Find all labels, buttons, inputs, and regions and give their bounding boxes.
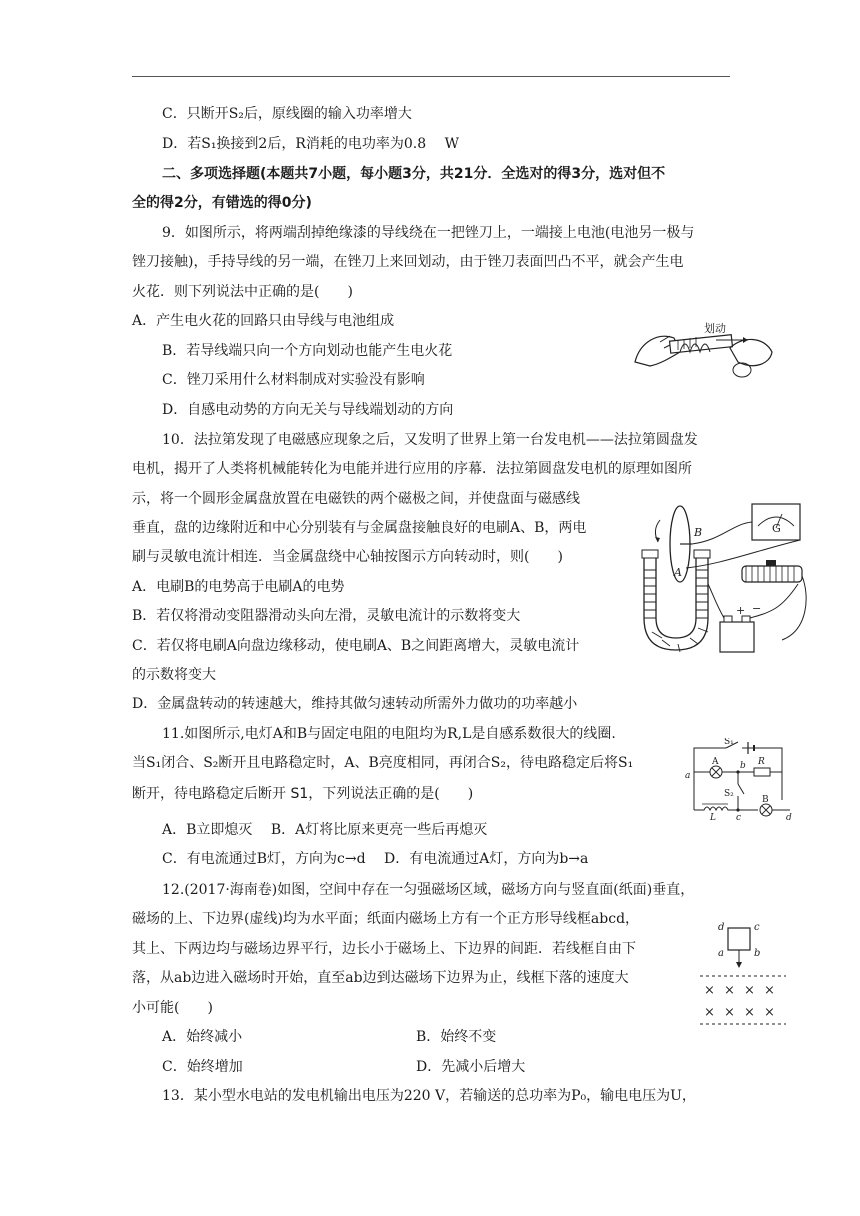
q9-figure-label: 划动 <box>704 322 726 335</box>
q12-cross: × <box>704 983 715 998</box>
q11-label-d: d <box>786 813 792 822</box>
q11-label-r: R <box>758 757 765 767</box>
q11-figure <box>684 738 796 822</box>
q9-stem: 火花．则下列说法中正确的是( ) <box>132 284 353 300</box>
q11-label-s1: S₁ <box>724 738 734 747</box>
q8-option-c: C．只断开S₂后，原线圈的输入功率增大 <box>162 106 412 122</box>
q11-label-lamp-a: A <box>712 757 719 767</box>
q10-option-a: A．电刷B的电势高于电刷A的电势 <box>132 579 345 595</box>
q11-label-l: L <box>710 813 716 822</box>
q11-label-a: a <box>685 771 691 781</box>
q10-label-plus: + <box>736 604 746 617</box>
q10-stem: 10．法拉第发现了电磁感应现象之后，又发明了世界上第一台发电机——法拉第圆盘发 <box>162 432 698 448</box>
q9-stem: 9．如图所示，将两端刮掉绝缘漆的导线绕在一把锉刀上，一端接上电池(电池另一极与 <box>162 225 695 241</box>
q12-option-b: B．始终不变 <box>416 1029 497 1045</box>
q12-label-a: a <box>718 948 724 959</box>
q11-stem <box>132 784 473 804</box>
q12-stem: 磁场的上、下边界(虚线)均为水平面；纸面内磁场上方有一个正方形导线框abcd， <box>132 911 640 927</box>
q11-options-ab: A．B立即熄灭 B．A灯将比原来更亮一些后再熄灭 <box>162 822 488 838</box>
q11-options-cd: C．有电流通过B灯，方向为c→d D．有电流通过A灯，方向为b→a <box>162 851 589 867</box>
q8-option-d: D．若S₁换接到2后，R消耗的电功率为0.8 W <box>162 136 459 152</box>
q11-label-b: b <box>740 761 746 771</box>
q12-cross: × <box>724 983 735 998</box>
q12-option-a: A．始终减小 <box>162 1029 243 1045</box>
q11-label-c: c <box>736 813 742 822</box>
q10-stem: 示，将一个圆形金属盘放置在电磁铁的两个磁极之间，并使盘面与磁感线 <box>132 491 580 507</box>
section-title-cont: 全的得2分，有错选的得0分) <box>132 195 312 211</box>
q11-stem-part: 断开， <box>132 786 174 802</box>
q12-stem: 小可能( ) <box>132 1000 213 1016</box>
q12-stem: 其上、下两边均与磁场边界平行，边长小于磁场上、下边界的间距．若线框自由下 <box>132 941 636 957</box>
q12-cross: × <box>764 983 775 998</box>
q9-option-b: B．若导线端只向一个方向划动也能产生电火花 <box>162 343 453 359</box>
q10-stem: 刷与灵敏电流计相连．当金属盘绕中心轴按图示方向转动时，则( ) <box>132 549 563 565</box>
q12-cross: × <box>764 1005 775 1020</box>
header-rule <box>132 76 730 77</box>
q12-cross: × <box>744 983 755 998</box>
q10-option-d: D．金属盘转动的转速越大，维持其做匀速转动所需外力做功的功率越小 <box>132 696 578 712</box>
q10-option-c: C．若仅将电刷A向盘边缘移动，使电刷A、B之间距离增大，灵敏电流计 <box>132 638 580 654</box>
q11-label-s2: S₂ <box>724 789 734 799</box>
q12-option-d: D．先减小后增大 <box>416 1059 526 1075</box>
q10-label-g: G <box>772 522 781 535</box>
q12-figure <box>700 916 790 1028</box>
q11-stem: 当S₁闭合、S₂断开且电路稳定时，A、B亮度相同，再闭合S₂，待电路稳定后将S₁ <box>132 755 634 771</box>
q10-figure <box>632 500 817 662</box>
q9-option-d: D．自感电动势的方向无关与导线端划动的方向 <box>162 402 454 418</box>
q13-stem: 13．某小型水电站的发电机输出电压为220 V，若输送的总功率为P₀，输电电压为U， <box>162 1088 696 1104</box>
q11-stem-part: ，下列说法正确的是( ) <box>308 786 474 802</box>
section-title: 二、多项选择题(本题共7小题，每小题3分，共21分．全选对的得3分，选对但不 <box>162 166 666 182</box>
q12-label-d: d <box>718 922 725 933</box>
q12-option-c: C．始终增加 <box>162 1059 243 1075</box>
q9-option-a: A．产生电火花的回路只由导线与电池组成 <box>132 313 395 329</box>
q9-figure <box>630 318 780 380</box>
q12-cross: × <box>744 1005 755 1020</box>
q11-label-lamp-b: B <box>762 795 769 805</box>
q11-stem: 11.如图所示,电灯A和B与固定电阻的电阻均为R,L是自感系数很大的线圈. <box>162 726 616 742</box>
q10-stem: 电机，揭开了人类将机械能转化为电能并进行应用的序幕．法拉第圆盘发电机的原理如图所 <box>132 461 692 477</box>
q12-label-c: c <box>754 922 760 933</box>
q10-option-b: B．若仅将滑动变阻器滑动头向左滑，灵敏电流计的示数将变大 <box>132 608 521 624</box>
q9-stem: 锉刀接触)，手持导线的另一端，在锉刀上来回划动，由于锉刀表面凹凸不平，就会产生电 <box>132 254 684 270</box>
q12-stem: 落，从ab边进入磁场时开始，直至ab边到达磁场下边界为止，线框下落的速度大 <box>132 970 629 986</box>
q10-label-minus: − <box>752 602 762 615</box>
q10-stem: 垂直，盘的边缘附近和中心分别装有与金属盘接触良好的电刷A、B，两电 <box>132 520 587 536</box>
q12-stem: 12.(2017·海南卷)如图，空间中存在一匀强磁场区域，磁场方向与竖直面(纸面)垂直， <box>162 882 695 898</box>
q12-cross: × <box>704 1005 715 1020</box>
q10-option-c-cont: 的示数将变大 <box>132 667 216 683</box>
q11-stem-inserted: 待电路稳定后断开 S1 <box>174 786 309 802</box>
q10-label-b: B <box>694 526 703 539</box>
q12-label-b: b <box>754 948 761 959</box>
q9-option-c: C．锉刀采用什么材料制成对实验没有影响 <box>162 372 425 388</box>
q10-label-a: A <box>674 566 682 579</box>
q12-cross: × <box>724 1005 735 1020</box>
